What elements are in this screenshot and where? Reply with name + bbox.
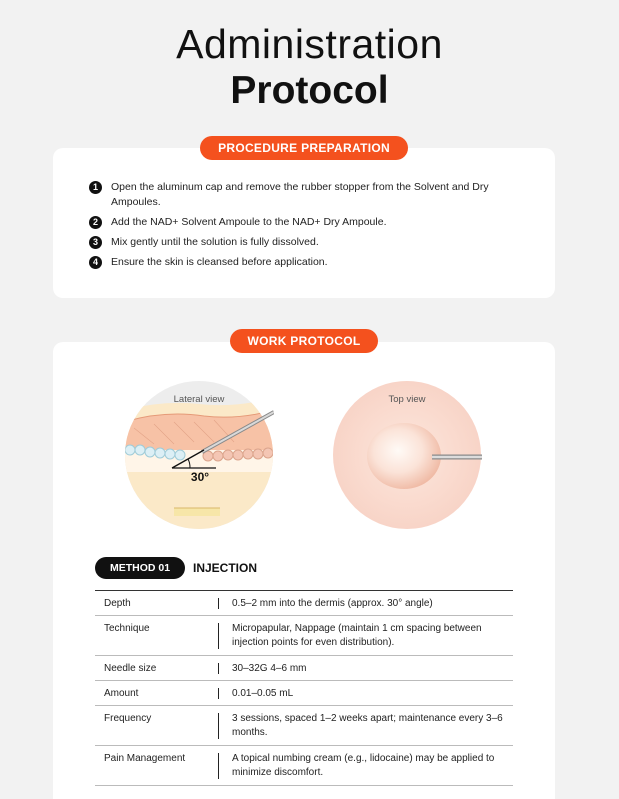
- page-title-line1: Administration: [176, 21, 443, 67]
- preparation-step: [89, 215, 519, 230]
- row-label: Frequency: [104, 713, 152, 724]
- row-value: Micropapular, Nappage (maintain 1 cm spacing between injection points for even distribution).: [232, 623, 482, 648]
- preparation-step: [89, 180, 519, 210]
- row-divider: [218, 688, 219, 699]
- top-view-illustration: [332, 380, 482, 530]
- protocol-spec-table: [95, 590, 513, 786]
- work-protocol-card: [53, 342, 555, 799]
- preparation-steps-list: [89, 180, 519, 275]
- row-value: A topical numbing cream (e.g., lidocaine) may be applied to minimize discomfort.: [232, 753, 495, 778]
- row-value: 3 sessions, spaced 1–2 weeks apart; maintenance every 3–6 months.: [232, 713, 503, 738]
- step-number-badge: 1: [89, 181, 102, 194]
- method-name: INJECTION: [193, 561, 258, 575]
- row-divider: [218, 623, 219, 649]
- table-row: [95, 591, 513, 616]
- row-label: Technique: [104, 623, 150, 634]
- row-divider: [218, 598, 219, 609]
- table-row: [95, 681, 513, 706]
- row-divider: [218, 713, 219, 739]
- lateral-view-illustration: [124, 380, 274, 530]
- row-value: 0.5–2 mm into the dermis (approx. 30° angle): [232, 598, 433, 609]
- preparation-card: [53, 148, 555, 298]
- step-text: Mix gently until the solution is fully dissolved.: [111, 236, 319, 248]
- injection-bleb: [367, 423, 441, 489]
- step-text: Ensure the skin is cleansed before application.: [111, 256, 328, 268]
- lateral-view-label: Lateral view: [173, 394, 225, 405]
- row-divider: [218, 663, 219, 674]
- table-row: [95, 656, 513, 681]
- row-label: Pain Management: [104, 753, 186, 764]
- work-protocol-badge: WORK PROTOCOL: [230, 329, 378, 353]
- step-text: Add the NAD+ Solvent Ampoule to the NAD+ Dry Ampoule.: [111, 216, 387, 228]
- row-value: 0.01–0.05 mL: [232, 688, 294, 699]
- step-number-badge: 4: [89, 256, 102, 269]
- table-row: [95, 746, 513, 786]
- procedure-preparation-badge: PROCEDURE PREPARATION: [200, 136, 408, 160]
- method-badge: METHOD 01: [95, 557, 185, 579]
- step-number-badge: 3: [89, 236, 102, 249]
- step-number-badge: 2: [89, 216, 102, 229]
- preparation-step: [89, 255, 519, 270]
- row-label: Amount: [104, 688, 139, 699]
- row-label: Depth: [104, 598, 131, 609]
- row-divider: [218, 753, 219, 779]
- page-title-line2: Protocol: [230, 69, 389, 112]
- preparation-step: [89, 235, 519, 250]
- row-label: Needle size: [104, 663, 157, 674]
- step-text: Open the aluminum cap and remove the rubber stopper from the Solvent and Dry Ampoules.: [111, 181, 489, 208]
- table-row: [95, 706, 513, 746]
- angle-label: 30°: [190, 470, 210, 484]
- table-row: [95, 616, 513, 656]
- top-view-label: Top view: [388, 394, 426, 405]
- row-value: 30–32G 4–6 mm: [232, 663, 307, 674]
